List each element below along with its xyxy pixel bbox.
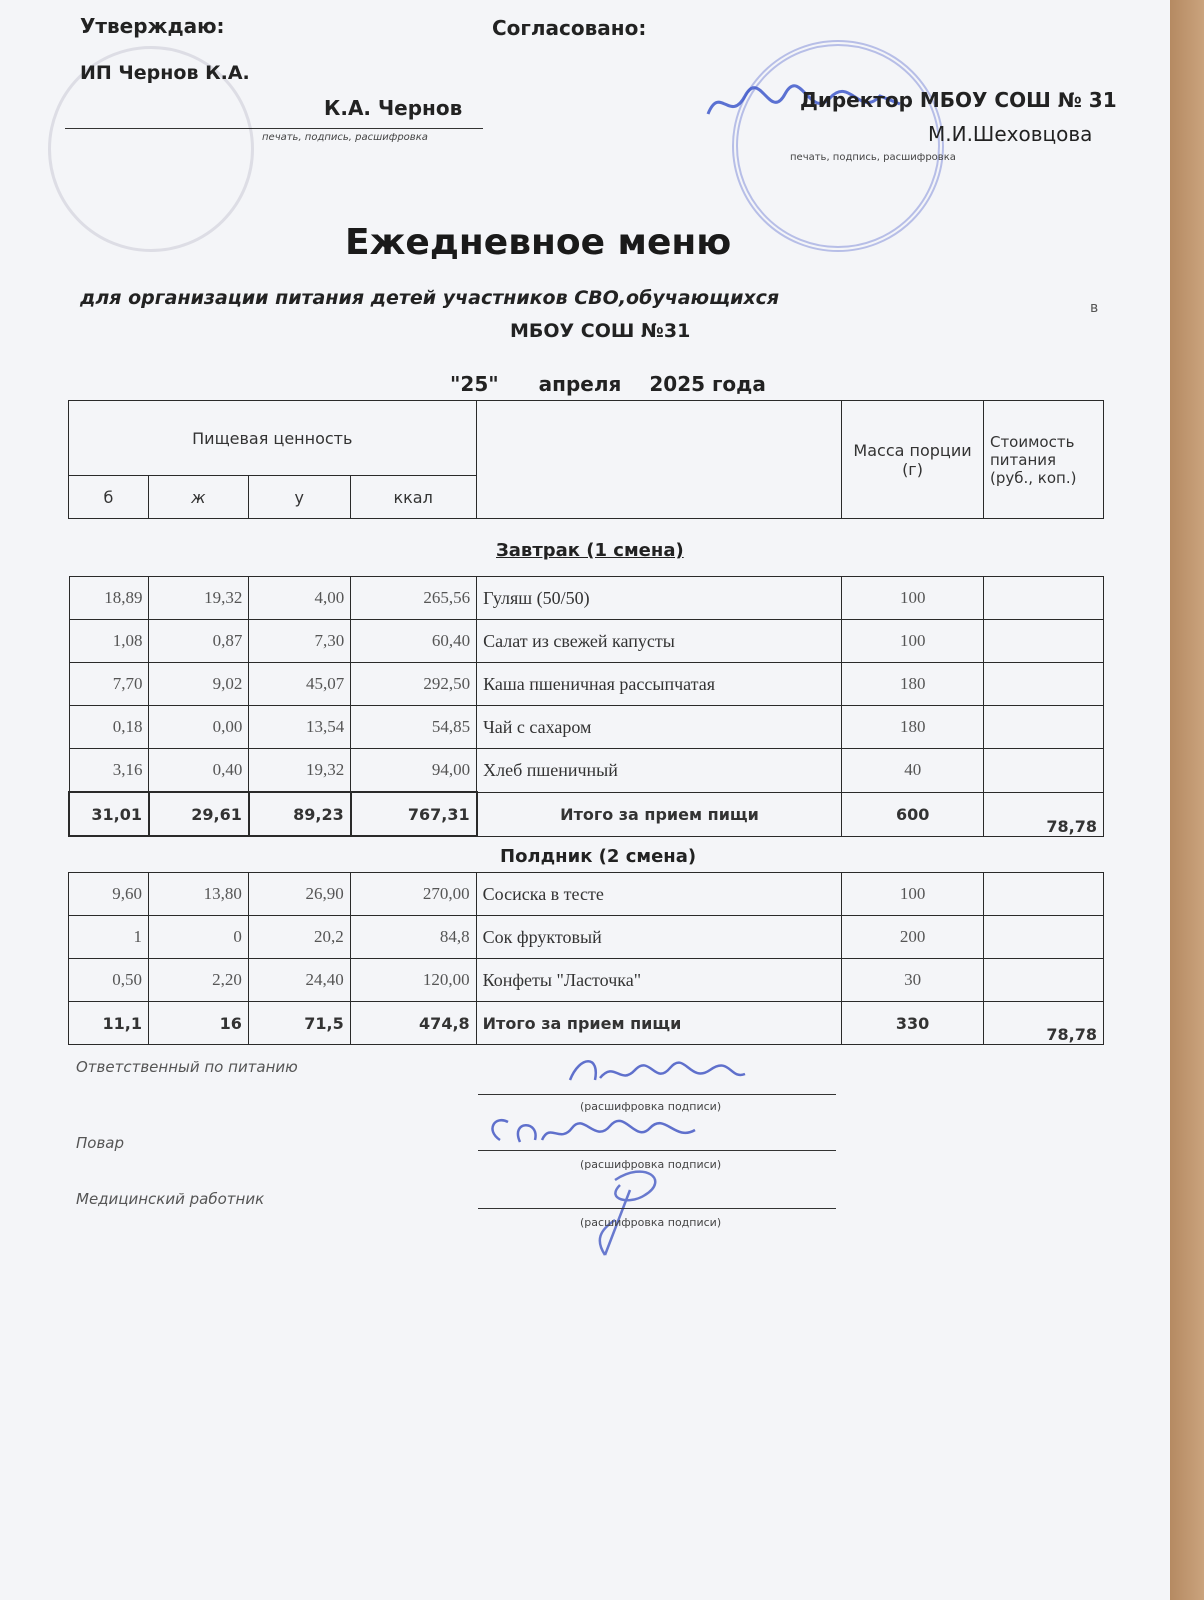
date-year: 2025 года [649, 372, 766, 396]
mass-header: Масса порции (г) [842, 401, 984, 519]
cell-mass: 100 [842, 577, 984, 620]
agreed-label: Согласовано: [492, 16, 647, 40]
seal-right [732, 40, 944, 252]
approve-org: ИП Чернов К.А. [80, 62, 250, 84]
responsible-caption: (расшифровка подписи) [580, 1100, 722, 1113]
cell-dish: Конфеты "Ласточка" [476, 959, 842, 1002]
cell-dish: Салат из свежей капусты [477, 620, 842, 663]
cell-u: 26,90 [248, 873, 350, 916]
cell-dish: Сосиска в тесте [476, 873, 842, 916]
agreed-caption: печать, подпись, расшифровка [790, 152, 956, 163]
approve-line [65, 128, 483, 129]
total-u: 89,23 [249, 792, 351, 836]
cell-mass: 180 [842, 663, 984, 706]
total-b: 31,01 [69, 792, 149, 836]
col-zh: ж [148, 476, 248, 519]
breakfast-title: Завтрак (1 смена) [496, 540, 684, 561]
col-b: б [69, 476, 149, 519]
cook-caption: (расшифровка подписи) [580, 1158, 722, 1171]
cell-zh: 19,32 [149, 577, 249, 620]
agreed-position: Директор МБОУ СОШ № 31 [800, 88, 1117, 112]
cell-dish: Чай с сахаром [477, 706, 842, 749]
approve-caption: печать, подпись, расшифровка [262, 132, 428, 143]
snack-title: Полдник (2 смена) [500, 846, 697, 867]
total-label: Итого за прием пищи [477, 792, 842, 836]
cell-mass: 100 [842, 620, 984, 663]
cell-u: 45,07 [249, 663, 351, 706]
medic-label: Медицинский работник [76, 1190, 265, 1208]
total-zh: 16 [148, 1002, 248, 1045]
cell-cost [984, 749, 1104, 793]
medic-signature [575, 1160, 685, 1260]
cell-u: 7,30 [249, 620, 351, 663]
cell-b: 1 [69, 916, 149, 959]
cell-u: 4,00 [249, 577, 351, 620]
cell-b: 7,70 [69, 663, 149, 706]
date-day: "25" [450, 372, 499, 396]
total-mass: 330 [842, 1002, 984, 1045]
cell-dish: Каша пшеничная рассыпчатая [477, 663, 842, 706]
cell-b: 9,60 [69, 873, 149, 916]
col-kcal: ккал [350, 476, 476, 519]
cell-zh: 0 [148, 916, 248, 959]
cell-zh: 0,00 [149, 706, 249, 749]
total-cost: 78,78 [984, 792, 1104, 836]
cell-kcal: 270,00 [350, 873, 476, 916]
cell-u: 19,32 [249, 749, 351, 793]
subtitle-in: в [1090, 300, 1099, 316]
dish-header [476, 401, 842, 519]
cell-b: 1,08 [69, 620, 149, 663]
total-mass: 600 [842, 792, 984, 836]
total-u: 71,5 [248, 1002, 350, 1045]
cell-cost [984, 620, 1104, 663]
table-row [69, 620, 1104, 663]
subtitle-line1: для организации питания детей участников СВО,обучающихся [80, 287, 780, 309]
date-month: апреля [538, 372, 622, 396]
cell-mass: 100 [842, 873, 984, 916]
cell-zh: 0,40 [149, 749, 249, 793]
cell-b: 0,50 [69, 959, 149, 1002]
cell-dish: Хлеб пшеничный [477, 749, 842, 793]
total-zh: 29,61 [149, 792, 249, 836]
cell-dish: Сок фруктовый [476, 916, 842, 959]
total-b: 11,1 [69, 1002, 149, 1045]
cell-kcal: 265,56 [351, 577, 477, 620]
total-row [69, 1002, 1104, 1045]
menu-date [450, 372, 766, 396]
total-cost: 78,78 [984, 1002, 1104, 1045]
medic-line [478, 1208, 836, 1209]
approve-label: Утверждаю: [80, 14, 225, 38]
responsible-label: Ответственный по питанию [76, 1058, 298, 1076]
cell-u: 24,40 [248, 959, 350, 1002]
cell-mass: 40 [842, 749, 984, 793]
cell-mass: 180 [842, 706, 984, 749]
cell-kcal: 60,40 [351, 620, 477, 663]
cook-label: Повар [76, 1134, 125, 1152]
cell-zh: 2,20 [148, 959, 248, 1002]
nutrition-header: Пищевая ценность [69, 401, 477, 476]
snack-table [68, 872, 1104, 1045]
approve-name: К.А. Чернов [324, 96, 463, 120]
cell-kcal: 120,00 [350, 959, 476, 1002]
desk-edge [1170, 0, 1204, 1600]
table-row [69, 749, 1104, 793]
cell-dish: Гуляш (50/50) [477, 577, 842, 620]
cell-mass: 200 [842, 916, 984, 959]
col-u: у [248, 476, 350, 519]
cook-line [478, 1150, 836, 1151]
agreed-name: М.И.Шеховцова [928, 122, 1093, 146]
cell-zh: 9,02 [149, 663, 249, 706]
medic-caption: (расшифровка подписи) [580, 1216, 722, 1229]
responsible-signature [560, 1050, 750, 1098]
breakfast-table [68, 576, 1104, 837]
cell-cost [984, 916, 1104, 959]
total-kcal: 767,31 [351, 792, 477, 836]
table-row [69, 706, 1104, 749]
page-title: Ежедневное меню [345, 222, 732, 263]
table-row [69, 873, 1104, 916]
table-row [69, 663, 1104, 706]
cell-cost [984, 663, 1104, 706]
subtitle-line2: МБОУ СОШ №31 [510, 320, 691, 342]
cell-kcal: 292,50 [351, 663, 477, 706]
cell-cost [984, 959, 1104, 1002]
cell-cost [984, 873, 1104, 916]
cell-b: 18,89 [69, 577, 149, 620]
cell-zh: 13,80 [148, 873, 248, 916]
total-row [69, 792, 1104, 836]
total-label: Итого за прием пищи [476, 1002, 842, 1045]
cell-cost [984, 577, 1104, 620]
menu-header-table [68, 400, 1104, 519]
cell-kcal: 94,00 [351, 749, 477, 793]
cell-u: 20,2 [248, 916, 350, 959]
cell-kcal: 84,8 [350, 916, 476, 959]
cell-cost [984, 706, 1104, 749]
table-row [69, 959, 1104, 1002]
cell-zh: 0,87 [149, 620, 249, 663]
total-kcal: 474,8 [350, 1002, 476, 1045]
cell-kcal: 54,85 [351, 706, 477, 749]
responsible-line [478, 1094, 836, 1095]
cost-header: Стоимость питания (руб., коп.) [983, 401, 1103, 519]
cell-b: 3,16 [69, 749, 149, 793]
cell-u: 13,54 [249, 706, 351, 749]
cell-mass: 30 [842, 959, 984, 1002]
table-row [69, 577, 1104, 620]
cell-b: 0,18 [69, 706, 149, 749]
table-row [69, 916, 1104, 959]
